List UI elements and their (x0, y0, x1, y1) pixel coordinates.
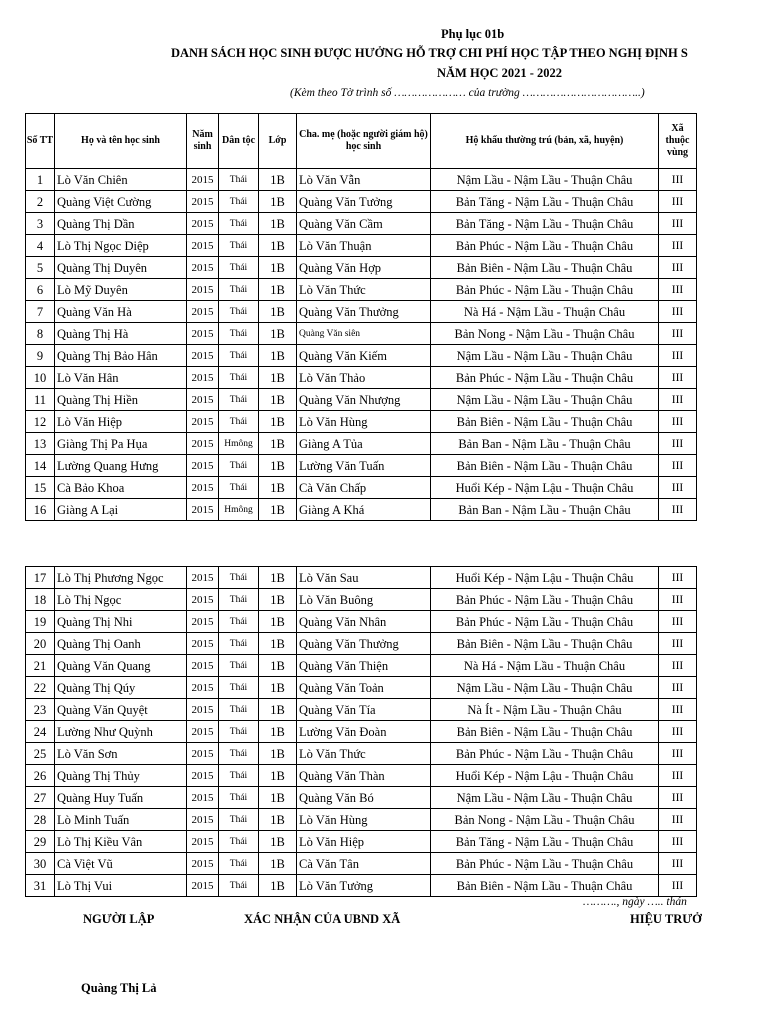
table-row (26, 279, 697, 301)
parent-name: Lò Văn Thảo (297, 367, 431, 389)
residence-address: Huổi Kép - Nậm Lậu - Thuận Châu (431, 477, 659, 499)
ethnicity: Hmông (219, 433, 259, 455)
ethnicity: Thái (219, 787, 259, 809)
class-name: 1B (259, 235, 297, 257)
class-name: 1B (259, 411, 297, 433)
class-name: 1B (259, 611, 297, 633)
row-number: 31 (26, 875, 55, 897)
table-row (26, 389, 697, 411)
parent-name: Lường Văn Tuấn (297, 455, 431, 477)
student-name: Lường Như Quỳnh (55, 721, 187, 743)
commune-zone: III (659, 477, 697, 499)
table-row (26, 235, 697, 257)
birth-year: 2015 (187, 301, 219, 323)
ethnicity: Thái (219, 831, 259, 853)
row-number: 3 (26, 213, 55, 235)
table-row (26, 589, 697, 611)
row-number: 29 (26, 831, 55, 853)
ethnicity: Thái (219, 213, 259, 235)
ethnicity: Thái (219, 169, 259, 191)
commune-zone: III (659, 721, 697, 743)
class-name: 1B (259, 809, 297, 831)
class-name: 1B (259, 389, 297, 411)
ethnicity: Thái (219, 411, 259, 433)
parent-name: Lò Văn Hùng (297, 809, 431, 831)
student-name: Lò Văn Chiên (55, 169, 187, 191)
table-row (26, 721, 697, 743)
student-name: Quàng Thị Qúy (55, 677, 187, 699)
student-name: Quàng Văn Hà (55, 301, 187, 323)
commune-zone: III (659, 765, 697, 787)
residence-address: Nậm Lầu - Nậm Lầu - Thuận Châu (431, 389, 659, 411)
table-row (26, 787, 697, 809)
residence-address: Bản Biên - Nậm Lầu - Thuận Châu (431, 257, 659, 279)
parent-name: Quàng Văn Thiện (297, 655, 431, 677)
residence-address: Bản Phúc - Nậm Lầu - Thuận Châu (431, 853, 659, 875)
parent-name: Lò Văn Hùng (297, 411, 431, 433)
row-number: 27 (26, 787, 55, 809)
birth-year: 2015 (187, 567, 219, 589)
row-number: 19 (26, 611, 55, 633)
table-row (26, 411, 697, 433)
birth-year: 2015 (187, 455, 219, 477)
birth-year: 2015 (187, 257, 219, 279)
commune-zone: III (659, 853, 697, 875)
class-name: 1B (259, 677, 297, 699)
row-number: 28 (26, 809, 55, 831)
row-number: 17 (26, 567, 55, 589)
residence-address: Bản Phúc - Nậm Lầu - Thuận Châu (431, 235, 659, 257)
commune-zone: III (659, 633, 697, 655)
residence-address: Nà Ít - Nậm Lầu - Thuận Châu (431, 699, 659, 721)
student-name: Quàng Thị Duyên (55, 257, 187, 279)
table-row (26, 367, 697, 389)
birth-year: 2015 (187, 611, 219, 633)
table-row (26, 831, 697, 853)
table-row (26, 433, 697, 455)
commune-zone: III (659, 455, 697, 477)
parent-name: Quàng Văn Toản (297, 677, 431, 699)
table-row (26, 191, 697, 213)
row-number: 26 (26, 765, 55, 787)
ethnicity: Thái (219, 611, 259, 633)
student-table-part-1 (25, 113, 697, 521)
birth-year: 2015 (187, 699, 219, 721)
class-name: 1B (259, 589, 297, 611)
school-year: NĂM HỌC 2021 - 2022 (437, 66, 562, 80)
birth-year: 2015 (187, 235, 219, 257)
class-name: 1B (259, 301, 297, 323)
row-number: 30 (26, 853, 55, 875)
table-row (26, 699, 697, 721)
birth-year: 2015 (187, 589, 219, 611)
table-row (26, 743, 697, 765)
birth-year: 2015 (187, 213, 219, 235)
table-row (26, 567, 697, 589)
row-number: 6 (26, 279, 55, 301)
ethnicity: Thái (219, 301, 259, 323)
parent-name: Lường Văn Đoàn (297, 721, 431, 743)
residence-address: Bản Biên - Nậm Lầu - Thuận Châu (431, 875, 659, 897)
col-header-ethnic: Dân tộc (219, 114, 259, 169)
commune-zone: III (659, 169, 697, 191)
birth-year: 2015 (187, 169, 219, 191)
class-name: 1B (259, 787, 297, 809)
commune-zone: III (659, 875, 697, 897)
commune-zone: III (659, 655, 697, 677)
table-row (26, 765, 697, 787)
ethnicity: Thái (219, 455, 259, 477)
student-name: Lò Thị Phương Ngọc (55, 567, 187, 589)
parent-name: Quàng Văn Tía (297, 699, 431, 721)
student-name: Lò Thị Vui (55, 875, 187, 897)
class-name: 1B (259, 699, 297, 721)
residence-address: Bản Phúc - Nậm Lầu - Thuận Châu (431, 367, 659, 389)
attachment-note: (Kèm theo Tờ trình số ………………… của trường ……………………………..) (290, 87, 645, 99)
parent-name: Lò Văn Sau (297, 567, 431, 589)
ethnicity: Thái (219, 633, 259, 655)
residence-address: Huổi Kép - Nậm Lậu - Thuận Châu (431, 567, 659, 589)
residence-address: Nậm Lầu - Nậm Lầu - Thuận Châu (431, 787, 659, 809)
ethnicity: Thái (219, 853, 259, 875)
col-header-class: Lớp (259, 114, 297, 169)
student-name: Lò Thị Ngọc (55, 589, 187, 611)
parent-name: Quàng Văn Bó (297, 787, 431, 809)
commune-zone: III (659, 611, 697, 633)
birth-year: 2015 (187, 499, 219, 521)
residence-address: Bản Phúc - Nậm Lầu - Thuận Châu (431, 611, 659, 633)
table-row (26, 455, 697, 477)
parent-name: Quàng Văn Kiếm (297, 345, 431, 367)
birth-year: 2015 (187, 853, 219, 875)
commune-zone: III (659, 279, 697, 301)
residence-address: Bản Phúc - Nậm Lầu - Thuận Châu (431, 279, 659, 301)
birth-year: 2015 (187, 367, 219, 389)
class-name: 1B (259, 765, 297, 787)
parent-name: Quàng Văn Nhân (297, 611, 431, 633)
class-name: 1B (259, 455, 297, 477)
class-name: 1B (259, 191, 297, 213)
row-number: 10 (26, 367, 55, 389)
birth-year: 2015 (187, 411, 219, 433)
birth-year: 2015 (187, 477, 219, 499)
parent-name: Giàng A Khá (297, 499, 431, 521)
commune-zone: III (659, 831, 697, 853)
row-number: 1 (26, 169, 55, 191)
ethnicity: Thái (219, 477, 259, 499)
class-name: 1B (259, 169, 297, 191)
commune-zone: III (659, 389, 697, 411)
col-header-stt: Số TT (26, 114, 55, 169)
birth-year: 2015 (187, 743, 219, 765)
residence-address: Bản Tăng - Nậm Lầu - Thuận Châu (431, 213, 659, 235)
ethnicity: Thái (219, 191, 259, 213)
row-number: 23 (26, 699, 55, 721)
principal-label: HIỆU TRƯỞ (630, 912, 702, 926)
parent-name: Lò Văn Hiệp (297, 831, 431, 853)
parent-name: Lò Văn Buông (297, 589, 431, 611)
row-number: 11 (26, 389, 55, 411)
class-name: 1B (259, 567, 297, 589)
commune-zone: III (659, 589, 697, 611)
table-row (26, 809, 697, 831)
residence-address: Bản Tăng - Nậm Lầu - Thuận Châu (431, 191, 659, 213)
residence-address: Nậm Lầu - Nậm Lầu - Thuận Châu (431, 169, 659, 191)
birth-year: 2015 (187, 279, 219, 301)
col-header-commune: Xã thuộc vùng (659, 114, 697, 169)
student-name: Quàng Việt Cường (55, 191, 187, 213)
student-name: Giàng Thị Pa Hụa (55, 433, 187, 455)
birth-year: 2015 (187, 787, 219, 809)
col-header-year: Năm sinh (187, 114, 219, 169)
commune-zone: III (659, 235, 697, 257)
table-row (26, 611, 697, 633)
commune-zone: III (659, 213, 697, 235)
commune-zone: III (659, 345, 697, 367)
class-name: 1B (259, 433, 297, 455)
ethnicity: Hmông (219, 499, 259, 521)
table-row (26, 301, 697, 323)
parent-name: Quàng Văn Tưởng (297, 191, 431, 213)
residence-address: Bản Phúc - Nậm Lầu - Thuận Châu (431, 589, 659, 611)
birth-year: 2015 (187, 809, 219, 831)
student-name: Lò Văn Hân (55, 367, 187, 389)
birth-year: 2015 (187, 323, 219, 345)
table-row (26, 853, 697, 875)
class-name: 1B (259, 831, 297, 853)
class-name: 1B (259, 257, 297, 279)
student-name: Lò Minh Tuấn (55, 809, 187, 831)
student-name: Quàng Thị Hà (55, 323, 187, 345)
row-number: 25 (26, 743, 55, 765)
residence-address: Bản Biên - Nậm Lầu - Thuận Châu (431, 411, 659, 433)
class-name: 1B (259, 743, 297, 765)
ethnicity: Thái (219, 567, 259, 589)
class-name: 1B (259, 279, 297, 301)
ethnicity: Thái (219, 279, 259, 301)
class-name: 1B (259, 853, 297, 875)
residence-address: Bản Nong - Nậm Lầu - Thuận Châu (431, 809, 659, 831)
birth-year: 2015 (187, 191, 219, 213)
class-name: 1B (259, 633, 297, 655)
table-row (26, 323, 697, 345)
commune-confirmation-label: XÁC NHẬN CỦA UBND XÃ (244, 912, 401, 926)
table-row (26, 633, 697, 655)
student-name: Lò Thị Kiều Vân (55, 831, 187, 853)
commune-zone: III (659, 411, 697, 433)
parent-name: Quàng Văn Cầm (297, 213, 431, 235)
ethnicity: Thái (219, 655, 259, 677)
appendix-label: Phụ lục 01b (441, 27, 505, 41)
birth-year: 2015 (187, 677, 219, 699)
commune-zone: III (659, 323, 697, 345)
row-number: 13 (26, 433, 55, 455)
preparer-name: Quàng Thị Lả (81, 981, 157, 995)
birth-year: 2015 (187, 721, 219, 743)
parent-name: Lò Văn Tưởng (297, 875, 431, 897)
row-number: 20 (26, 633, 55, 655)
row-number: 21 (26, 655, 55, 677)
ethnicity: Thái (219, 743, 259, 765)
col-header-address: Hộ khẩu thường trú (bản, xã, huyện) (431, 114, 659, 169)
student-name: Quàng Huy Tuấn (55, 787, 187, 809)
table-row (26, 655, 697, 677)
birth-year: 2015 (187, 345, 219, 367)
parent-name: Cà Văn Chấp (297, 477, 431, 499)
parent-name: Lò Văn Vẫn (297, 169, 431, 191)
row-number: 9 (26, 345, 55, 367)
student-name: Quàng Thị Bảo Hân (55, 345, 187, 367)
student-name: Lò Văn Sơn (55, 743, 187, 765)
student-name: Quàng Thị Oanh (55, 633, 187, 655)
student-name: Cà Việt Vũ (55, 853, 187, 875)
row-number: 24 (26, 721, 55, 743)
table-row (26, 345, 697, 367)
row-number: 4 (26, 235, 55, 257)
row-number: 16 (26, 499, 55, 521)
table-row (26, 499, 697, 521)
ethnicity: Thái (219, 589, 259, 611)
table-row (26, 213, 697, 235)
parent-name: Lò Văn Thức (297, 743, 431, 765)
ethnicity: Thái (219, 345, 259, 367)
commune-zone: III (659, 301, 697, 323)
student-name: Quàng Thị Nhi (55, 611, 187, 633)
ethnicity: Thái (219, 721, 259, 743)
class-name: 1B (259, 499, 297, 521)
row-number: 14 (26, 455, 55, 477)
row-number: 7 (26, 301, 55, 323)
residence-address: Huổi Kép - Nậm Lậu - Thuận Châu (431, 765, 659, 787)
row-number: 5 (26, 257, 55, 279)
student-name: Quàng Văn Quyệt (55, 699, 187, 721)
class-name: 1B (259, 655, 297, 677)
class-name: 1B (259, 323, 297, 345)
ethnicity: Thái (219, 677, 259, 699)
residence-address: Bản Nong - Nậm Lầu - Thuận Châu (431, 323, 659, 345)
col-header-parent: Cha. mẹ (hoặc người giám hộ) học sinh (297, 114, 431, 169)
ethnicity: Thái (219, 699, 259, 721)
ethnicity: Thái (219, 367, 259, 389)
class-name: 1B (259, 721, 297, 743)
student-name: Lò Mỹ Duyên (55, 279, 187, 301)
parent-name: Quàng Văn siên (297, 323, 431, 345)
table-row (26, 169, 697, 191)
commune-zone: III (659, 809, 697, 831)
student-name: Cà Bảo Khoa (55, 477, 187, 499)
ethnicity: Thái (219, 323, 259, 345)
commune-zone: III (659, 567, 697, 589)
commune-zone: III (659, 743, 697, 765)
parent-name: Lò Văn Thức (297, 279, 431, 301)
commune-zone: III (659, 699, 697, 721)
student-table-part-2 (25, 566, 697, 897)
student-name: Lò Thị Ngọc Diệp (55, 235, 187, 257)
ethnicity: Thái (219, 765, 259, 787)
residence-address: Bản Ban - Nậm Lầu - Thuận Châu (431, 499, 659, 521)
student-name: Quàng Thị Thủy (55, 765, 187, 787)
commune-zone: III (659, 499, 697, 521)
table-header-row (26, 114, 697, 169)
residence-address: Nậm Lầu - Nậm Lầu - Thuận Châu (431, 677, 659, 699)
col-header-name: Họ và tên học sinh (55, 114, 187, 169)
student-name: Giàng A Lại (55, 499, 187, 521)
student-name: Lường Quang Hưng (55, 455, 187, 477)
date-line: ………., ngày ….. thán (583, 896, 687, 908)
residence-address: Bản Biên - Nậm Lầu - Thuận Châu (431, 721, 659, 743)
row-number: 12 (26, 411, 55, 433)
student-name: Quàng Thị Hiền (55, 389, 187, 411)
parent-name: Quàng Văn Thưởng (297, 633, 431, 655)
document-title: DANH SÁCH HỌC SINH ĐƯỢC HƯỞNG HỖ TRỢ CHI PHÍ HỌC TẬP THEO NGHỊ ĐỊNH S (171, 46, 688, 60)
commune-zone: III (659, 433, 697, 455)
ethnicity: Thái (219, 389, 259, 411)
parent-name: Cà Văn Tân (297, 853, 431, 875)
birth-year: 2015 (187, 389, 219, 411)
row-number: 18 (26, 589, 55, 611)
parent-name: Quàng Văn Nhượng (297, 389, 431, 411)
commune-zone: III (659, 257, 697, 279)
residence-address: Bản Biên - Nậm Lầu - Thuận Châu (431, 455, 659, 477)
parent-name: Lò Văn Thuận (297, 235, 431, 257)
commune-zone: III (659, 367, 697, 389)
parent-name: Giàng A Tủa (297, 433, 431, 455)
class-name: 1B (259, 345, 297, 367)
row-number: 15 (26, 477, 55, 499)
row-number: 2 (26, 191, 55, 213)
preparer-label: NGƯỜI LẬP (83, 912, 155, 926)
commune-zone: III (659, 191, 697, 213)
table-row (26, 257, 697, 279)
birth-year: 2015 (187, 765, 219, 787)
parent-name: Quàng Văn Hợp (297, 257, 431, 279)
student-name: Quàng Văn Quang (55, 655, 187, 677)
birth-year: 2015 (187, 875, 219, 897)
commune-zone: III (659, 677, 697, 699)
student-name: Lò Văn Hiệp (55, 411, 187, 433)
residence-address: Nà Há - Nậm Lầu - Thuận Châu (431, 655, 659, 677)
table-row (26, 477, 697, 499)
class-name: 1B (259, 213, 297, 235)
birth-year: 2015 (187, 433, 219, 455)
ethnicity: Thái (219, 257, 259, 279)
table-row (26, 677, 697, 699)
commune-zone: III (659, 787, 697, 809)
class-name: 1B (259, 875, 297, 897)
residence-address: Bản Ban - Nậm Lầu - Thuận Châu (431, 433, 659, 455)
row-number: 8 (26, 323, 55, 345)
row-number: 22 (26, 677, 55, 699)
residence-address: Bản Biên - Nậm Lầu - Thuận Châu (431, 633, 659, 655)
ethnicity: Thái (219, 809, 259, 831)
class-name: 1B (259, 477, 297, 499)
birth-year: 2015 (187, 831, 219, 853)
ethnicity: Thái (219, 875, 259, 897)
student-name: Quàng Thị Dần (55, 213, 187, 235)
table-row (26, 875, 697, 897)
birth-year: 2015 (187, 655, 219, 677)
residence-address: Nậm Lầu - Nậm Lầu - Thuận Châu (431, 345, 659, 367)
parent-name: Quàng Văn Thưởng (297, 301, 431, 323)
residence-address: Nà Há - Nậm Lầu - Thuận Châu (431, 301, 659, 323)
residence-address: Bản Phúc - Nậm Lầu - Thuận Châu (431, 743, 659, 765)
residence-address: Bản Tăng - Nậm Lầu - Thuận Châu (431, 831, 659, 853)
class-name: 1B (259, 367, 297, 389)
ethnicity: Thái (219, 235, 259, 257)
birth-year: 2015 (187, 633, 219, 655)
parent-name: Quàng Văn Thàn (297, 765, 431, 787)
